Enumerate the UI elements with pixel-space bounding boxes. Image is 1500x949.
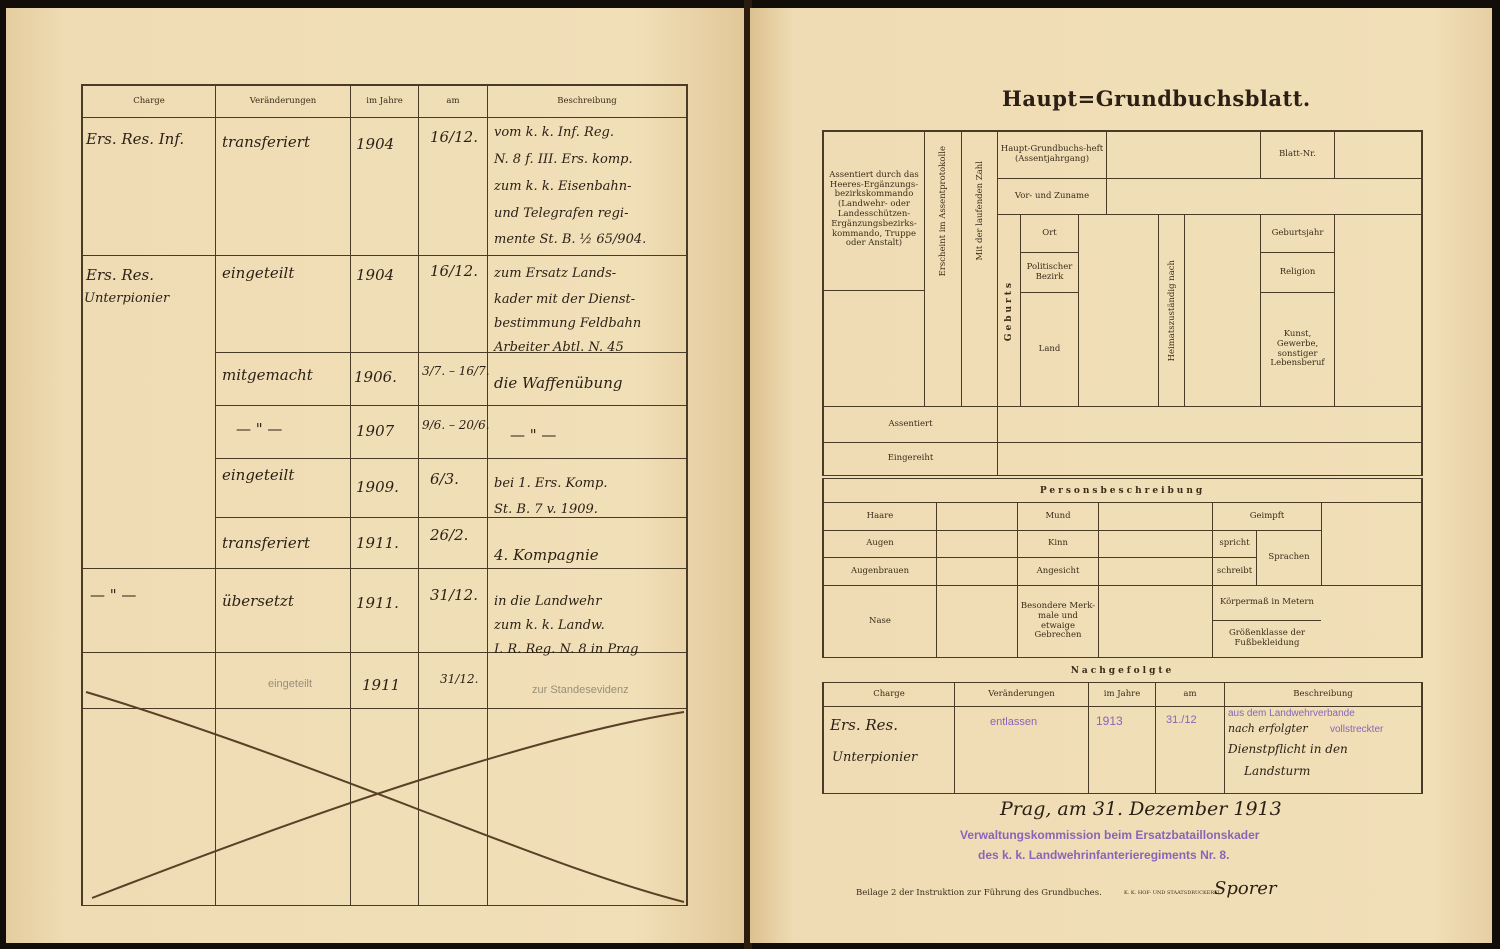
header-am: am [446, 95, 460, 106]
entry-date: 3/7. – 16/7. [422, 364, 490, 378]
entry-desc-line: und Telegrafen regi- [494, 206, 629, 221]
entry-change: übersetzt [222, 592, 294, 610]
sprachen-label: Sprachen [1268, 552, 1310, 563]
page-title: Haupt=Grundbuchsblatt. [1002, 86, 1311, 111]
groessenklasse-label: Größenklasse der Fußbekleidung [1228, 628, 1306, 648]
heimatszustaendig-label: Heimatszuständig nach [1166, 259, 1177, 362]
assentiert-durch-label: Assentiert durch das Heeres-Ergänzungs-bezirkskommando (Landwehr- oder Landesschützen-Ergänzungsbezirks-kommando, Truppe oder Anstalt) [829, 169, 919, 249]
entry-year: 1904 [356, 266, 395, 284]
header-veraenderungen: Veränderungen [249, 95, 317, 106]
spricht-label: spricht [1219, 538, 1250, 549]
nach-date: 31./12 [1166, 714, 1197, 726]
entry-desc-line: zum k. k. Eisenbahn- [494, 179, 632, 194]
nachgefolgte-title: Nachgefolgte [1070, 665, 1175, 676]
entry-desc-line: in die Landwehr [494, 594, 602, 609]
entry-year: 1906. [354, 368, 397, 386]
entry-desc-line: kader mit der Dienst- [494, 292, 636, 307]
nach-year: 1913 [1096, 714, 1123, 728]
vor-und-zuname-label: Vor- und Zuname [1014, 190, 1090, 201]
office-stamp-line: des k. k. Landwehrinfanterieregiments Nr. 8. [978, 848, 1230, 862]
geburt-label: Geburts [1004, 279, 1014, 342]
nase-label: Nase [869, 615, 891, 626]
nach-header-beschreibung: Beschreibung [1293, 688, 1353, 699]
entry-desc-line: bei 1. Ers. Komp. [494, 476, 608, 491]
nach-header-veraenderungen: Veränderungen [988, 688, 1055, 699]
mund-label: Mund [1045, 510, 1071, 521]
geburtsjahr-label: Geburtsjahr [1271, 227, 1324, 238]
personsbeschreibung-title: Personsbeschreibung [1039, 485, 1206, 496]
entry-date: 26/2. [430, 526, 469, 544]
signature: Sporer [1214, 878, 1277, 899]
eingereiht-label: Eingereiht [887, 453, 934, 464]
politischer-bezirk-label: Politischer Bezirk [1026, 261, 1073, 282]
stamp-year: 1911 [362, 676, 401, 694]
nach-desc-hand: Landsturm [1244, 764, 1311, 778]
entry-charge: Ers. Res. [86, 266, 154, 284]
entry-desc-line: zum Ersatz Lands- [494, 266, 617, 281]
nach-desc-stamp: vollstreckter [1330, 724, 1384, 735]
augenbrauen-label: Augenbrauen [850, 565, 910, 576]
header-charge: Charge [133, 95, 165, 106]
cancellation-cross [0, 0, 746, 949]
entry-date: 6/3. [430, 470, 459, 488]
entry-desc-line: die Waffenübung [494, 374, 623, 392]
entry-year: 1907 [356, 422, 395, 440]
entry-year: 1909. [356, 478, 399, 496]
place-date: Prag, am 31. Dezember 1913 [1000, 798, 1282, 820]
printer-mark: K. K. HOF- UND STAATSDRUCKEREI. [1124, 890, 1222, 896]
nach-desc-stamp: aus dem Landwehrverbande [1228, 708, 1355, 719]
nach-header-am: am [1183, 688, 1197, 699]
blatt-nr-label: Blatt-Nr. [1278, 149, 1316, 160]
nach-charge: Unterpionier [832, 750, 918, 765]
nach-desc-hand: nach erfolgter [1228, 722, 1308, 735]
entry-desc-line: St. B. 7 v. 1909. [494, 502, 598, 517]
nach-header-im-jahre: im Jahre [1103, 688, 1141, 699]
office-stamp-line: Verwaltungskommission beim Ersatzbataillonskader [960, 828, 1260, 842]
entry-charge: Ers. Res. Inf. [86, 130, 185, 148]
entry-desc-line: N. 8 f. III. Ers. komp. [494, 152, 633, 167]
entry-date: 16/12. [430, 128, 478, 146]
geimpft-label: Geimpft [1249, 510, 1285, 521]
entry-change: mitgemacht [222, 366, 313, 384]
entry-desc-line: vom k. k. Inf. Reg. [494, 125, 614, 140]
entry-date: 16/12. [430, 262, 478, 280]
header-im-jahre: im Jahre [366, 95, 403, 106]
laufende-zahl-label: Mit der laufenden Zahl [974, 161, 985, 261]
printed-footnote: Beilage 2 der Instruktion zur Führung des Grundbuches. [856, 888, 1102, 898]
nach-charge: Ers. Res. [830, 716, 898, 734]
schreibt-label: schreibt [1216, 565, 1253, 576]
stamp-desc: zur Standesevidenz [532, 684, 629, 696]
nach-header-charge: Charge [873, 688, 905, 699]
entry-desc-line: zum k. k. Landw. [494, 618, 605, 633]
augen-label: Augen [866, 538, 894, 549]
entry-desc-line: bestimmung Feldbahn [494, 316, 642, 331]
entry-change: transferiert [222, 534, 310, 552]
grundbuchsheft-label: Haupt-Grundbuchs-heft (Assentjahrgang) [1000, 144, 1104, 164]
entry-desc-line: mente St. B. ½ 65/904. [494, 232, 647, 247]
assentprotokoll-label: Erscheint im Assentprotokolle [938, 145, 948, 277]
entry-year: 1911. [356, 594, 399, 612]
entry-change: transferiert [222, 133, 310, 151]
besondere-merkmale-label: Besondere Merk-male und etwaige Gebrechen [1020, 600, 1096, 641]
religion-label: Religion [1279, 266, 1316, 277]
ort-label: Ort [1042, 227, 1057, 238]
assentiert-label: Assentiert [888, 418, 933, 429]
entry-desc-line: 4. Kompagnie [494, 546, 599, 564]
entry-change: eingeteilt [222, 466, 295, 484]
entry-desc-line: — " — [510, 426, 557, 444]
entry-change: eingeteilt [222, 264, 295, 282]
entry-year: 1911. [356, 534, 399, 552]
stamp-change: eingeteilt [268, 678, 313, 690]
kinn-label: Kinn [1047, 538, 1069, 549]
entry-date: 9/6. – 20/6. [422, 418, 490, 432]
koerpermass-label: Körpermaß in Metern [1220, 597, 1314, 608]
stamp-date: 31/12. [440, 672, 479, 686]
entry-desc-line: Arbeiter Abtl. N. 45 [494, 340, 624, 355]
header-beschreibung: Beschreibung [557, 95, 617, 106]
nach-desc-hand: Dienstpflicht in den [1228, 742, 1348, 756]
entry-desc-line: I. R. Reg. N. 8 in Prag [494, 642, 639, 657]
entry-year: 1904 [356, 135, 395, 153]
angesicht-label: Angesicht [1036, 565, 1080, 576]
haare-label: Haare [866, 510, 894, 521]
nach-change-stamp: entlassen [990, 716, 1038, 728]
entry-charge: Unterpionier [84, 291, 170, 306]
land-label: Land [1038, 343, 1061, 354]
entry-charge: — " — [90, 586, 137, 604]
entry-date: 31/12. [430, 586, 478, 604]
lebensberuf-label: Kunst, Gewerbe, sonstiger Lebensberuf [1270, 328, 1325, 369]
entry-change: — " — [236, 420, 283, 438]
